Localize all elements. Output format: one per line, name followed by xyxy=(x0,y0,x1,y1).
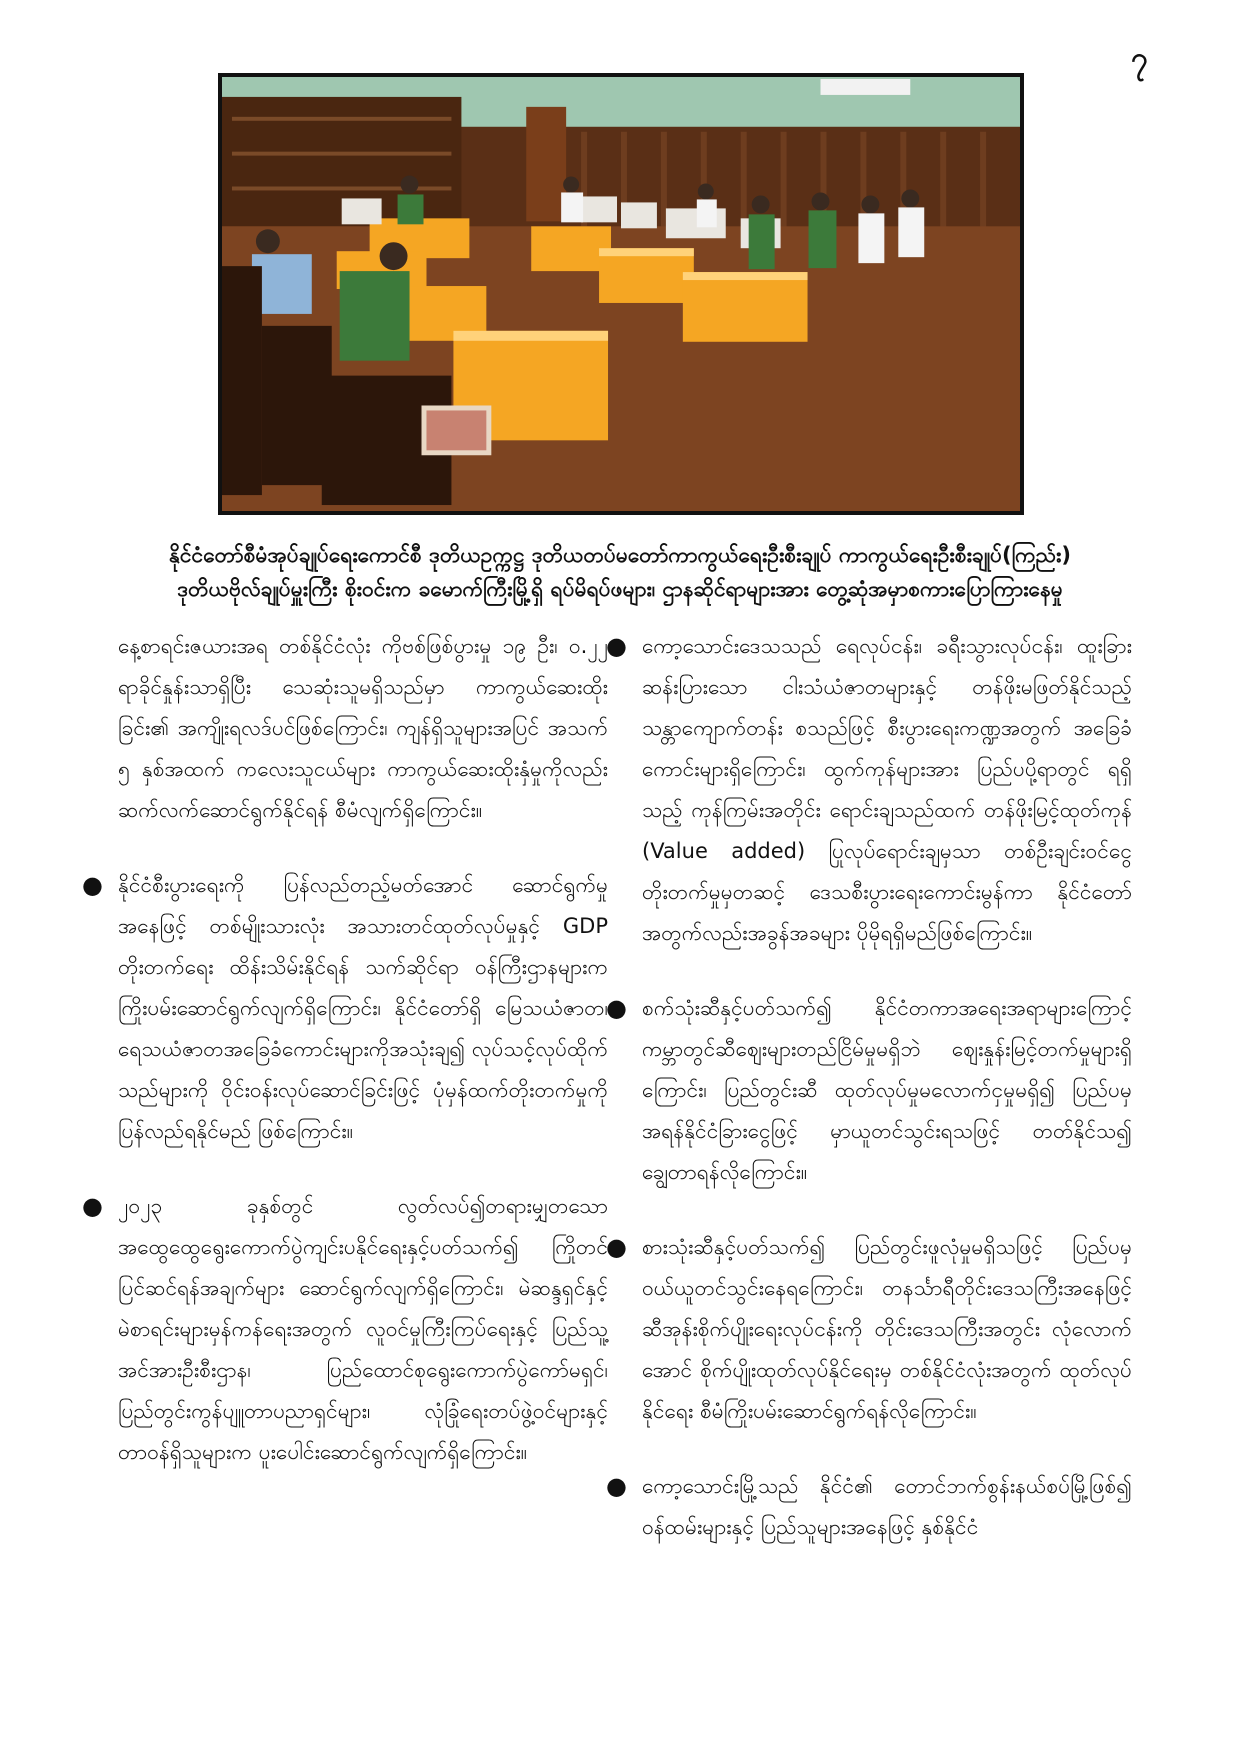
bullet-paragraph xyxy=(606,1466,1132,1548)
bullet-icon: ● xyxy=(606,994,627,1022)
meeting-photo-icon xyxy=(222,77,1020,511)
bullet-paragraph xyxy=(606,988,1132,1193)
bullet-icon: ● xyxy=(82,1192,103,1220)
bullet-icon: ● xyxy=(606,632,627,660)
bullet-paragraph xyxy=(82,865,608,1152)
bullet-text: ကော့သောင်းဒေသသည် ရေလုပ်ငန်း၊ ခရီးသွားလုပ်ငန်း၊ ထူးခြားဆန်းပြားသော ငါးသံယံဇာတများနှင့် တန်ဖိုးမဖြတ်နိုင်သည့် သန္တာကျောက်တန်း စသည်ဖြင့် စီးပွားရေးကဏ္ဍအတွက် အခြေခံကောင်းများရှိကြောင်း၊ ထွက်ကုန်များအား ပြည်ပပို့ရာတွင် ရရှိသည့် ကုန်ကြမ်းအတိုင်း ရောင်းချသည်ထက် တန်ဖိုးမြင့်ထုတ်ကုန် (Value added) ပြုလုပ်ရောင်းချမှသာ တစ်ဦးချင်းဝင်ငွေတိုးတက်မှုမှတဆင့် ဒေသစီးပွားရေးကောင်းမွန်ကာ နိုင်ငံတော်အတွက်လည်းအခွန်အခများ ပိုမိုရရှိမည်ဖြစ်ကြောင်း။ xyxy=(642,634,1132,945)
bullet-paragraph xyxy=(82,1186,608,1473)
bullet-icon: ● xyxy=(606,1472,627,1500)
bullet-text: စားသုံးဆီနှင့်ပတ်သက်၍ ပြည်တွင်းဖူလုံမှုမရှိသဖြင့် ပြည်ပမှ ဝယ်ယူတင်သွင်းနေရကြောင်း၊ တနင်္သာရီတိုင်းဒေသကြီးအနေဖြင့် ဆီအုန်းစိုက်ပျိုးရေးလုပ်ငန်းကို တိုင်းဒေသကြီးအတွင်း လုံလောက်အောင် စိုက်ပျိုးထုတ်လုပ်နိုင်ရေးမှ တစ်နိုင်ငံလုံးအတွက် ထုတ်လုပ်နိုင်ရေး စီမံကြိုးပမ်းဆောင်ရွက်ရန်လိုကြောင်း။ xyxy=(642,1235,1132,1423)
paragraph: နေ့စာရင်းဇယားအရ တစ်နိုင်ငံလုံး ကိုဗစ်ဖြစ်ပွားမှု ၁၉ ဦး၊ ဝ.၂၂ ရာခိုင်နှုန်းသာရှိပြီး သေဆုံးသူမရှိသည်မှာ ကာကွယ်ဆေးထိုးခြင်း၏ အကျိုးရလဒ်ပင်ဖြစ်ကြောင်း၊ ကျန်ရှိသူများအပြင် အသက် ၅ နှစ်အထက် ကလေးသူငယ်များ ကာကွယ်ဆေးထိုးနှံမှုကိုလည်း ဆက်လက်ဆောင်ရွက်နိုင်ရန် စီမံလျက်ရှိကြောင်း။ xyxy=(118,634,608,822)
bullet-icon: ● xyxy=(82,871,103,899)
meeting-photo xyxy=(218,73,1024,515)
bullet-text: ကော့သောင်းမြို့သည် နိုင်ငံ၏ တောင်ဘက်စွန်းနယ်စပ်မြို့ဖြစ်၍ ဝန်ထမ်းများနှင့် ပြည်သူများအနေဖြင့် နှစ်နိုင်ငံ xyxy=(642,1474,1132,1539)
bullet-icon: ● xyxy=(606,1233,627,1261)
bullet-text: စက်သုံးဆီနှင့်ပတ်သက်၍ နိုင်ငံတကာအရေးအရာများကြောင့် ကမ္ဘာတွင်ဆီဈေးများတည်ငြိမ်မှုမရှိဘဲ ဈေးနှုန်းမြင့်တက်မှုများရှိကြောင်း၊ ပြည်တွင်းဆီ ထုတ်လုပ်မှုမလောက်ငှမှုမရှိ၍ ပြည်ပမှ အရန်နိုင်ငံခြားငွေဖြင့် မှာယူတင်သွင်းရသဖြင့် တတ်နိုင်သ၍ ချွေတာရန်လိုကြောင်း။ xyxy=(642,996,1132,1184)
photo-caption xyxy=(120,538,1120,606)
bullet-paragraph xyxy=(606,1227,1132,1432)
right-column xyxy=(606,626,1132,1582)
caption-line-2: ဒုတိယဗိုလ်ချုပ်မှူးကြီး စိုးဝင်းက ခမောက်ကြီးမြို့ရှိ ရပ်မိရပ်ဖများ၊ ဌာနဆိုင်ရာများအား တွေ့ဆုံအမှာစကားပြောကြားနေမှု xyxy=(177,577,1063,601)
bullet-paragraph xyxy=(606,626,1132,954)
page-number: ၇ xyxy=(1131,41,1148,76)
bullet-text: ၂၀၂၃ ခုနှစ်တွင် လွတ်လပ်၍တရားမျှတသော အထွေထွေရွေးကောက်ပွဲကျင်းပနိုင်ရေးနှင့်ပတ်သက်၍ ကြိုတင်ပြင်ဆင်ရန်အချက်များ ဆောင်ရွက်လျက်ရှိကြောင်း၊ မဲဆန္ဒရှင်နှင့် မဲစာရင်းများမှန်ကန်ရေးအတွက် လူဝင်မှုကြီးကြပ်ရေးနှင့် ပြည်သူ့အင်အားဦးစီးဌာန၊ ပြည်ထောင်စုရွေးကောက်ပွဲကော်မရှင်၊ ပြည်တွင်းကွန်ပျူတာပညာရှင်များ၊ လုံခြုံရေးတပ်ဖွဲ့ဝင်များနှင့် တာဝန်ရှိသူများက ပူးပေါင်းဆောင်ရွက်လျက်ရှိကြောင်း။ xyxy=(118,1194,608,1464)
left-column xyxy=(82,626,608,1507)
caption-line-1: နိုင်ငံတော်စီမံအုပ်ချုပ်ရေးကောင်စီ ဒုတိယဥက္ကဋ္ဌ ဒုတိယတပ်မတော်ကာကွယ်ရေးဦးစီးချုပ် ကာကွယ်ရေးဦးစီးချုပ်(ကြည်း) xyxy=(169,543,1071,567)
bullet-text: နိုင်ငံစီးပွားရေးကို ပြန်လည်တည့်မတ်အောင် ဆောင်ရွက်မှုအနေဖြင့် တစ်မျိုးသားလုံး အသားတင်ထုတ်လုပ်မှုနှင့် GDP တိုးတက်ရေး ထိန်းသိမ်းနိုင်ရန် သက်ဆိုင်ရာ ဝန်ကြီးဌာနများက ကြိုးပမ်းဆောင်ရွက်လျက်ရှိကြောင်း၊ နိုင်ငံတော်ရှိ မြေသယံဇာတ၊ ရေသယံဇာတအခြေခံကောင်းများကိုအသုံးချ၍ လုပ်သင့်လုပ်ထိုက်သည်များကို ဝိုင်းဝန်းလုပ်ဆောင်ခြင်းဖြင့် ပုံမှန်ထက်တိုးတက်မှုကို ပြန်လည်ရနိုင်မည် ဖြစ်ကြောင်း။ xyxy=(118,873,608,1143)
